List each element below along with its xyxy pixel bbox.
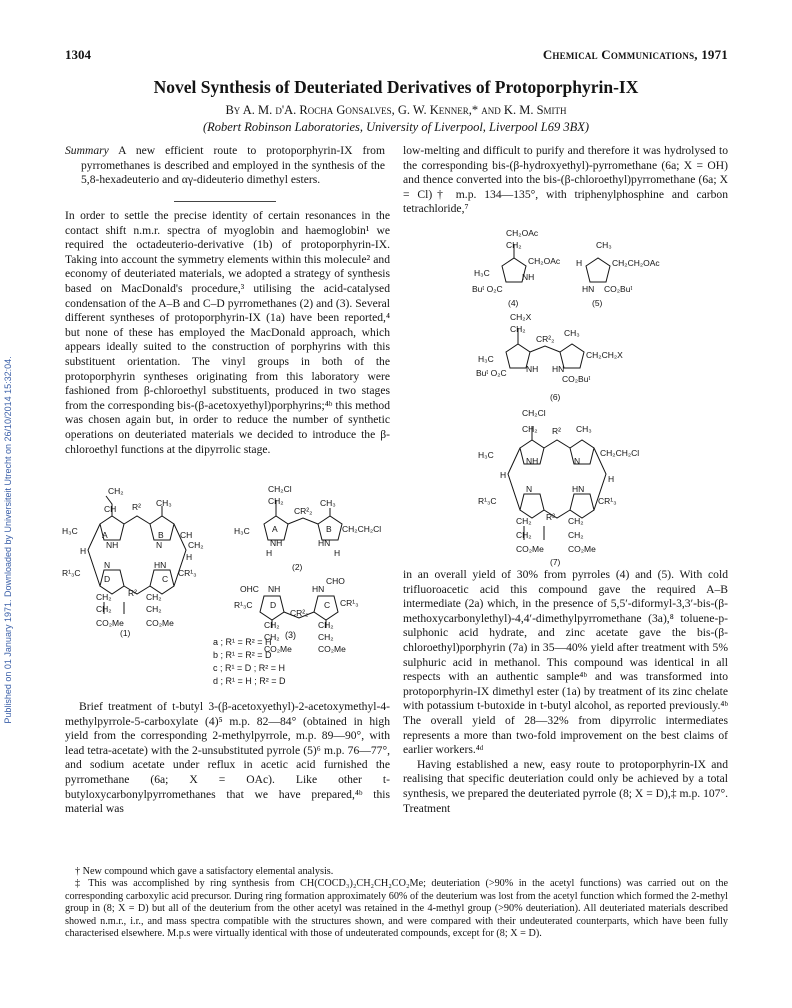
c1-ch-right: CH (180, 530, 193, 540)
article-title: Novel Synthesis of Deuteriated Derivatives of Protoporphyrin-IX (153, 77, 639, 97)
c3-ch2-l1: CH₂ (264, 620, 280, 630)
c7-co2me-r: CO₂Me (568, 544, 596, 554)
c4-h3c: H₃C (474, 268, 490, 278)
c5-h: H (576, 258, 583, 268)
c2-ring-b: B (326, 524, 332, 534)
c7-ch2cl: CH₂Cl (522, 408, 546, 418)
c1-co2me-l: CO₂Me (96, 618, 124, 628)
c7-me: CH₃ (576, 424, 592, 434)
c3-nh: NH (268, 584, 281, 594)
c5-hn: HN (582, 284, 595, 294)
c2-h3c: H₃C (234, 526, 250, 536)
c1-cr1: CR¹₃ (178, 568, 197, 578)
c1-ch: CH (104, 504, 117, 514)
c7-h-right: H (608, 474, 615, 484)
page-number: 1304 (65, 47, 91, 62)
right-col-bottom-p1: in an overall yield of 30% from pyrroles (4) and (5). With cold trifluoroacetic acid this compound gave the required A–B intermediate (2a) which, in the presence of 5,5′-diformyl-3,3′-bis-(β-methoxycarbonylethyl)-4,4′-dimethylpyrromethane (3a),⁸ toluene-p-sulphonic acid hydrate, and zinc acetate gave the bis-(β-chloroethyl)porphyrin (7a) in 35—40% yield after treatment with 5% sulphuric acid in methanol. This compound was identical in all respects with an authentic sample⁴ᵇ and was transformed into protoporphyrin-IX dimethyl ester (1a) by treatment of its zinc chelate with potassium t-butoxide in t-butyl alcohol, as reported previously.⁴ᵇ The overall yield of 28—32% from dipyrrolic intermediates represents a more than two-fold improvement on the best claims of earlier workers.⁴ᵈ (403, 568, 728, 757)
c6-ester-left: Buᵗ O₂C (476, 368, 507, 378)
intro-paragraph (65, 209, 390, 457)
c2-hn: HN (318, 538, 331, 548)
c3-ring-d: D (270, 600, 277, 610)
c1-r2-bottom: R² (128, 588, 137, 598)
c3-cr2: CR²₂ (290, 608, 309, 618)
c3-ch2-r2: CH₂ (318, 632, 334, 642)
legend-c: c ; R¹ = D ; R² = H (213, 663, 286, 673)
structure-2 (232, 484, 392, 574)
c1-nh: NH (106, 540, 119, 550)
structure-4 (470, 228, 570, 310)
summary-block (65, 144, 385, 188)
c6-nh: NH (526, 364, 539, 374)
legend-d: d ; R¹ = H ; R² = D (213, 676, 286, 686)
c7-r1c: R¹₃C (478, 496, 497, 506)
left-col-bottom-text: Brief treatment of t-butyl 3-(β-acetoxyethyl)-2-acetoxymethyl-4-methylpyrrole-5-carboxylate (4)⁵ m.p. 82—84° (obtained in high yield from the corresponding 2-methylpyrrole, m.p. 89—90°, with lead tetra-acetate) with the 2-unsubstituted pyrrole (5)⁶ m.p. 76—77°, and sodium acetate under reflux in acetic acid furnished the pyrromethane (6a; X = OAc). Like other t-butyloxycarbonylpyrromethanes that we have prepared,⁴ᵇ this material was (65, 700, 390, 816)
c7-sidechain: CH₂CH₂Cl (600, 448, 640, 458)
c7-n-bottom: N (526, 484, 533, 494)
c2-cr2: CR²₂ (294, 506, 313, 516)
c7-ch2-r1: CH₂ (568, 516, 584, 526)
c3-co2me-r: CO₂Me (318, 644, 346, 654)
legend-b: b ; R¹ = R² = D (213, 650, 272, 660)
c2-nh: NH (270, 538, 283, 548)
c7-ch2-top: CH₂ (522, 424, 538, 434)
c1-ring-d: D (104, 574, 111, 584)
c5-label: (5) (592, 298, 603, 308)
c2-label: (2) (292, 562, 303, 572)
c1-ch2-r1: CH₂ (146, 592, 162, 602)
structure-5 (572, 238, 702, 310)
c3-hn: HN (312, 584, 325, 594)
c6-me: CH₃ (564, 328, 580, 338)
c1-hn: HN (154, 560, 167, 570)
c4-ch2: CH₂ (506, 240, 522, 250)
c1-n-bottom: N (104, 560, 111, 570)
c3-co2me-l: CO₂Me (264, 644, 292, 654)
authors-line (0, 103, 792, 118)
affiliation: (Robert Robinson Laboratories, University of Liverpool, Liverpool L69 3BX) (202, 120, 590, 134)
c4-ch2oac: CH₂OAc (506, 228, 539, 238)
footnotes (65, 866, 728, 940)
footnote-double-dagger: ‡ This was accomplished by ring synthesis from CH(COCD₃)₂CH₂CH₂CO₂Me; deuteriation (>90% in the acetyl functions) was carried out on the corresponding carboxylic acid precursor. During ring formation approximately 60% of the deuterium was lost from the acetyl function which formed the 2-methyl group in (8; X = D) but all of the deuterium from the other acetyl was retained in the 4-methyl group (>90% deuteriation). All deuteriated materials described showed n.m.r., i.r., and mass spectra compatible with the structures shown, and were compared with their undeuterated counterparts, which have been fully characterised elsewhere. M.p.s were virtually identical with those of undeuterated compounds, except for (8; X = D). (65, 878, 728, 940)
c5-me: CH₃ (596, 240, 612, 250)
c6-sidechain: CH₂CH₂X (586, 350, 623, 360)
c6-h3c: H₃C (478, 354, 494, 364)
c3-r1c: R¹₃C (234, 600, 253, 610)
sidebar-note[interactable]: Published on 01 January 1971. Downloaded by Universiteit Utrecht on 26/10/2014 15:32:04. (3, 356, 13, 724)
c7-co2me-l: CO₂Me (516, 544, 544, 554)
c1-h3c: H₃C (62, 526, 78, 536)
structure-1 (60, 484, 225, 640)
c1-ch2-l1: CH₂ (96, 592, 112, 602)
c1-label: (1) (120, 628, 131, 638)
structure-5-bonds (586, 258, 610, 282)
c1-ring-c: C (162, 574, 169, 584)
c4-label: (4) (508, 298, 519, 308)
c2-ch2cl: CH₂Cl (268, 484, 292, 494)
left-column-bottom (65, 700, 390, 817)
c2-me: CH₃ (320, 498, 336, 508)
c4-nh: NH (522, 272, 535, 282)
structure-7 (476, 408, 706, 568)
c7-ch2-l2: CH₂ (516, 530, 532, 540)
c1-r2-top: R² (132, 502, 141, 512)
structure-6 (476, 312, 646, 404)
c7-h3c: H₃C (478, 450, 494, 460)
c1-r1c: R¹₃C (62, 568, 81, 578)
authors-text: By A. M. d'A. Rocha Gonsalves, G. W. Kenner,* and K. M. Smith (225, 103, 567, 117)
c3-ring-c: C (324, 600, 331, 610)
substituent-legend (213, 636, 286, 688)
section-divider (174, 201, 276, 202)
right-col-top-text: low-melting and difficult to purify and therefore it was hydrolysed to the corresponding bis-(β-hydroxyethyl)-pyrromethane (6a; X = OH) and thence converted into the bis-(β-chloroethyl)pyrromethane (6a; X = Cl)† m.p. 134—135°, with triphenylphosphine and carbon tetrachloride,⁷ (403, 144, 728, 216)
c1-ring-a: A (102, 530, 108, 540)
c6-cr2: CR²₂ (536, 334, 555, 344)
c6-ch2x: CH₂X (510, 312, 532, 322)
c4-ch2oac-ring: CH₂OAc (528, 256, 561, 266)
journal-header: Chemical Communications, 1971 (542, 47, 728, 62)
c2-sidechain: CH₂CH₂Cl (342, 524, 382, 534)
c6-hn: HN (552, 364, 565, 374)
legend-a: a ; R¹ = R² = H (213, 637, 272, 647)
right-col-bottom-p2: Having established a new, easy route to protoporphyrin-IX and realising that specific deuteriation could only be achieved by a total synthesis, we prepared the deuteriated pyrrole (8; X = D),‡ m.p. 107°. Treatment (403, 757, 728, 815)
c3-cho: CHO (326, 576, 345, 586)
c7-h-left: H (500, 470, 507, 480)
c3-label: (3) (285, 630, 296, 640)
c6-label: (6) (550, 392, 561, 402)
c1-ch2-right: CH₂ (188, 540, 204, 550)
c1-me-top: CH₃ (156, 498, 172, 508)
c7-ch2-r2: CH₂ (568, 530, 584, 540)
c7-r2-top: R² (552, 426, 561, 436)
download-sidebar (0, 180, 18, 900)
c1-ch2-l2: CH₂ (96, 604, 112, 614)
c7-r2-bottom: R² (546, 512, 555, 522)
c1-h-left: H (80, 546, 87, 556)
c1-n-top: N (156, 540, 163, 550)
c7-nh: NH (526, 456, 539, 466)
c7-label: (7) (550, 557, 561, 567)
c2-ch2: CH₂ (268, 496, 284, 506)
c6-ch2: CH₂ (510, 324, 526, 334)
c1-vinyl-ch2: CH₂ (108, 486, 124, 496)
right-column-top (403, 144, 728, 217)
c2-h-right: H (334, 548, 341, 558)
intro-text: In order to settle the precise identity of certain resonances in the contact shift n.m.r. spectra of myoglobin and haemoglobin¹ we required the octadeuterio-derivative (1b) of protoporphyrin-IX. Taking into account the symmetry elements within this molecule² and economy of deuteriated materials, we adopted a strategy of synthesis based on MacDonald's procedure,³ utilising the acid-catalysed condensation of the A–B and C–D pyrromethanes (2) and (3). Several different syntheses of protoporphyrin-IX (1a) have been reported,⁴ but none of these has employed the MacDonald approach, which appears ideally suited to the construction of porphyrins with this substituent orientation. The vinyl groups in both of the protoporphyrin syntheses originating from this laboratory were fashioned from β-chloroethyl substituents, produced in two stages from the corresponding bis-(β-acetoxyethyl)porphyrins;⁴ᵇ this method was chosen again but, in order to reduce the number of synthetic operations on deuteriated materials we decided to introduce the β-chloroethyl functions at the dipyrrolic stage. (65, 209, 390, 456)
right-column-bottom (403, 568, 728, 816)
c3-ch2-l2: CH₂ (264, 632, 280, 642)
footnote-dagger: † New compound which gave a satisfactory elemental analysis. (75, 866, 334, 877)
c5-sidechain: CH₂CH₂OAc (612, 258, 660, 268)
c1-ch2-r2: CH₂ (146, 604, 162, 614)
c7-cr1: CR¹₃ (598, 496, 617, 506)
summary-label: Summary (65, 144, 109, 157)
c2-h-left: H (266, 548, 273, 558)
c1-ring-b: B (158, 530, 164, 540)
c4-ester: Buᵗ O₂C (472, 284, 503, 294)
c7-hn: HN (572, 484, 585, 494)
c6-ester-right: CO₂Buᵗ (562, 374, 591, 384)
c3-cr1: CR¹₃ (340, 598, 359, 608)
c5-ester: CO₂Buᵗ (604, 284, 633, 294)
c3-ohc: OHC (240, 584, 259, 594)
c1-h-right: H (186, 552, 193, 562)
c1-co2me-r: CO₂Me (146, 618, 174, 628)
summary-text: A new efficient route to protoporphyrin-IX from pyrromethanes is described and employed in the synthesis of the 5,8-hexadeuterio and αγ-dideuterio dimethyl esters. (81, 144, 386, 187)
c7-ch2-l1: CH₂ (516, 516, 532, 526)
c2-ring-a: A (272, 524, 278, 534)
c3-ch2-r1: CH₂ (318, 620, 334, 630)
c7-n-top: N (574, 456, 581, 466)
